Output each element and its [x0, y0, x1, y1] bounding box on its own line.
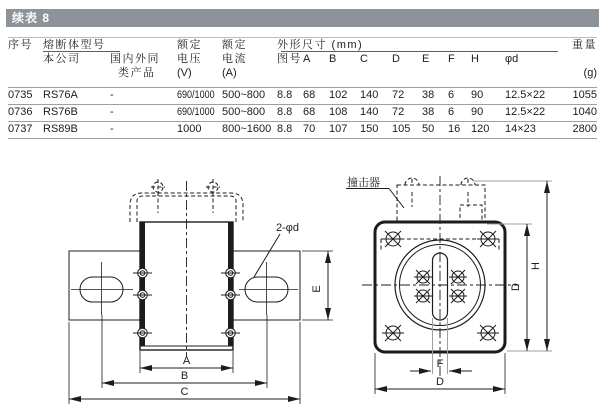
cell-voltage: 690/1000	[177, 89, 215, 101]
cell-weight: 1040	[572, 106, 597, 118]
cell-serial: 0735	[8, 89, 33, 101]
cell-A: 70	[303, 123, 316, 135]
cell-phid: 12.5×22	[505, 89, 546, 101]
cell-E: 50	[422, 123, 435, 135]
cell-current: 500~800	[222, 106, 266, 118]
blade-terminals	[69, 251, 300, 320]
col-header-current-3: (A)	[222, 67, 237, 79]
col-header-A: A	[303, 53, 311, 65]
col-header-voltage-2: 电压	[177, 53, 202, 65]
cell-similar: -	[110, 123, 114, 135]
hole-label: 2-φd	[276, 222, 300, 234]
cell-B: 102	[329, 89, 348, 101]
col-header-B: B	[329, 53, 337, 65]
table-rule-header-bottom	[8, 87, 597, 88]
cell-model: RS76A	[43, 89, 78, 101]
cell-fig: 8.8	[277, 106, 293, 118]
dim-label-f: F	[436, 358, 444, 370]
col-header-dims-group: 外形尺寸 (mm)	[277, 39, 364, 51]
cell-similar: -	[110, 106, 114, 118]
dimension-lines	[69, 251, 333, 404]
table-row	[8, 89, 597, 102]
cell-D: 72	[392, 89, 405, 101]
col-header-C: C	[360, 53, 368, 65]
striker-callout	[346, 175, 404, 208]
col-header-similar-2: 类产品	[118, 67, 156, 79]
cell-voltage: 690/1000	[177, 106, 215, 118]
col-header-model-group: 熔断体型号	[43, 39, 106, 51]
centerlines	[362, 176, 519, 376]
table-rule-row1	[8, 104, 597, 105]
col-header-D: D	[392, 53, 400, 65]
col-header-serial: 序号	[8, 39, 33, 51]
col-header-weight-1: 重量	[572, 39, 597, 51]
col-header-similar-1: 国内外同	[110, 53, 160, 65]
cell-model: RS89B	[43, 123, 78, 135]
cell-C: 140	[360, 106, 379, 118]
table-header-row-2	[8, 53, 597, 66]
cell-D: 105	[392, 123, 411, 135]
col-header-phid: φd	[505, 53, 519, 65]
cell-H: 120	[471, 123, 490, 135]
cell-C: 150	[360, 123, 379, 135]
table-row	[8, 106, 597, 119]
cell-model: RS76B	[43, 106, 78, 118]
cell-A: 68	[303, 89, 316, 101]
right-drawing-fuse-front-view	[335, 160, 603, 416]
section-title: 续表 8	[12, 11, 51, 25]
col-header-current-1: 额定	[222, 39, 247, 51]
table-rule-row2	[8, 121, 597, 122]
cell-E: 38	[422, 89, 435, 101]
cell-weight: 2800	[572, 123, 597, 135]
col-header-company: 本公司	[43, 53, 81, 65]
table-header-row-3	[8, 67, 597, 80]
col-header-current-2: 电流	[222, 53, 247, 65]
col-header-H: H	[471, 53, 479, 65]
dim-label-h: H	[530, 262, 542, 270]
table-row	[8, 123, 597, 136]
col-header-fig: 图号	[277, 53, 302, 65]
spec-table	[8, 37, 597, 141]
cell-similar: -	[110, 89, 114, 101]
cell-phid: 12.5×22	[505, 106, 546, 118]
cell-serial: 0736	[8, 106, 33, 118]
center-screws	[414, 270, 467, 303]
col-header-voltage-1: 额定	[177, 39, 202, 51]
dim-label-a: A	[182, 355, 191, 367]
hole-callout	[254, 222, 299, 277]
cell-weight: 1055	[572, 89, 597, 101]
cell-B: 108	[329, 106, 348, 118]
cell-phid: 14×23	[505, 123, 536, 135]
dim-label-d-bottom: D	[436, 376, 444, 388]
cell-F: 6	[448, 106, 455, 118]
cell-serial: 0737	[8, 123, 33, 135]
cell-B: 107	[329, 123, 348, 135]
section-header-bar	[6, 9, 599, 27]
col-header-F: F	[448, 53, 455, 65]
dim-label-c: C	[180, 386, 189, 398]
cell-F: 6	[448, 89, 455, 101]
cell-F: 16	[448, 123, 461, 135]
dim-label-b: B	[180, 370, 189, 382]
col-header-E: E	[422, 53, 430, 65]
table-header-row-1	[8, 39, 597, 52]
dim-label-e: E	[311, 285, 323, 293]
cell-voltage: 1000	[177, 123, 202, 135]
cell-fig: 8.8	[277, 123, 293, 135]
cell-D: 72	[392, 106, 405, 118]
cell-H: 90	[471, 89, 484, 101]
left-drawing-fuse-side-view	[40, 165, 350, 415]
dim-label-d-side: D	[510, 283, 522, 291]
cell-current: 800~1600	[222, 123, 272, 135]
cell-E: 38	[422, 106, 435, 118]
table-rule-bottom	[8, 138, 597, 139]
cell-fig: 8.8	[277, 89, 293, 101]
col-header-voltage-3: (V)	[177, 67, 192, 79]
cell-C: 140	[360, 89, 379, 101]
cell-A: 68	[303, 106, 316, 118]
striker-label: 撞击器	[347, 177, 380, 189]
col-header-weight-3: (g)	[583, 67, 597, 79]
cell-current: 500~800	[222, 89, 266, 101]
cell-H: 90	[471, 106, 484, 118]
table-rule-top	[8, 37, 597, 38]
